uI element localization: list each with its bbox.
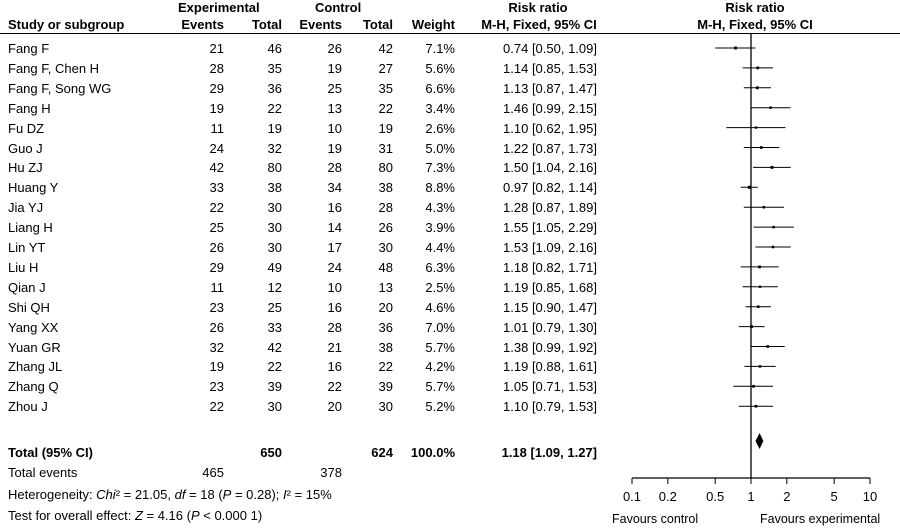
study-ci: 1.10 [0.62, 1.95] xyxy=(503,120,597,136)
exp-total: 39 xyxy=(267,379,282,395)
ctl-total: 13 xyxy=(378,279,393,295)
exp-total: 22 xyxy=(267,100,282,116)
study-name: Zhou J xyxy=(8,399,48,415)
study-ci: 1.46 [0.99, 2.15] xyxy=(503,100,597,116)
x-tick-label: 5 xyxy=(830,489,838,504)
ctl-total: 22 xyxy=(378,100,393,116)
study-name: Liang H xyxy=(8,220,53,236)
point-marker xyxy=(756,86,759,89)
total-ci: 1.18 [1.09, 1.27] xyxy=(501,445,597,460)
study-name: Zhang Q xyxy=(8,379,59,395)
study-name: Lin YT xyxy=(8,240,46,255)
weight-header: Weight xyxy=(411,17,455,32)
exp-total: 36 xyxy=(267,80,282,96)
exp-events: 26 xyxy=(209,240,224,255)
point-marker xyxy=(756,67,759,70)
ctl-total: 38 xyxy=(378,339,393,355)
study-weight: 5.6% xyxy=(425,60,455,76)
ctl-total: 80 xyxy=(378,160,393,176)
overall-effect-text: Test for overall effect: Z = 4.16 (P < 0.000 1) xyxy=(8,508,263,523)
ctl-events-header: Events xyxy=(299,17,342,32)
heterogeneity-text: Heterogeneity: Chi² = 21.05, df = 18 (P = 0.28); I² = 15% xyxy=(8,487,332,502)
point-marker xyxy=(734,47,737,50)
study-ci: 1.13 [0.87, 1.47] xyxy=(503,80,597,96)
exp-total: 46 xyxy=(267,41,282,56)
ctl-events: 13 xyxy=(327,100,342,116)
point-marker xyxy=(755,405,758,408)
study-weight: 4.3% xyxy=(425,200,455,216)
study-weight: 7.0% xyxy=(425,319,455,335)
ctl-events: 25 xyxy=(327,80,342,96)
exp-events-header: Events xyxy=(181,17,224,32)
exp-total: 80 xyxy=(267,160,282,176)
study-weight: 5.2% xyxy=(425,399,455,415)
exp-events: 26 xyxy=(209,319,224,335)
exp-events: 29 xyxy=(209,80,224,96)
study-weight: 7.1% xyxy=(425,41,455,56)
x-tick-label: 10 xyxy=(862,489,878,504)
point-marker xyxy=(772,226,774,228)
ctl-events: 16 xyxy=(327,200,342,216)
exp-events: 23 xyxy=(209,299,224,315)
point-marker xyxy=(758,266,761,269)
total-ctl-total: 624 xyxy=(371,445,393,460)
point-marker xyxy=(760,146,763,149)
study-name: Guo J xyxy=(8,140,43,156)
ctl-total: 20 xyxy=(378,299,393,315)
ctl-total: 19 xyxy=(378,120,393,136)
favours-experimental-label: Favours experimental xyxy=(760,512,881,526)
study-name: Fu DZ xyxy=(8,120,45,136)
ctl-events: 19 xyxy=(327,140,342,156)
x-tick-label: 0.2 xyxy=(658,489,677,504)
point-marker xyxy=(750,325,753,328)
study-weight: 4.4% xyxy=(425,240,455,255)
exp-total: 42 xyxy=(267,339,282,355)
study-weight: 6.3% xyxy=(425,259,455,275)
exp-events: 24 xyxy=(209,140,224,156)
study-weight: 5.0% xyxy=(425,140,455,156)
study-weight: 7.3% xyxy=(425,160,455,176)
study-weight: 3.4% xyxy=(425,100,455,116)
exp-events: 19 xyxy=(209,100,224,116)
ctl-events: 17 xyxy=(327,240,342,255)
ctl-events: 26 xyxy=(327,41,342,56)
experimental-group-header: Experimental xyxy=(178,0,260,15)
exp-events: 25 xyxy=(209,220,224,236)
x-tick-label: 1 xyxy=(747,489,755,504)
study-column-header: Study or subgroup xyxy=(8,17,125,32)
point-marker xyxy=(759,365,762,368)
exp-events: 11 xyxy=(210,120,224,136)
ctl-total-header: Total xyxy=(362,17,393,32)
point-marker xyxy=(748,186,751,189)
study-weight: 4.2% xyxy=(425,359,455,375)
study-name: Zhang JL xyxy=(8,359,63,375)
exp-events: 42 xyxy=(209,160,224,176)
study-weight: 8.8% xyxy=(425,180,455,196)
study-ci: 1.38 [0.99, 1.92] xyxy=(503,339,597,355)
study-name: Fang H xyxy=(8,100,51,116)
x-tick-label: 2 xyxy=(783,489,791,504)
control-group-header: Control xyxy=(315,0,362,15)
study-weight: 5.7% xyxy=(425,379,455,395)
exp-total: 33 xyxy=(267,319,282,335)
total-events-exp: 465 xyxy=(202,465,224,480)
point-marker xyxy=(752,385,755,388)
point-marker xyxy=(763,206,766,209)
ctl-events: 20 xyxy=(327,399,342,415)
exp-total: 30 xyxy=(267,399,282,415)
study-ci: 1.01 [0.79, 1.30] xyxy=(503,319,597,335)
exp-total: 12 xyxy=(267,279,282,295)
exp-events: 28 xyxy=(209,60,224,76)
ctl-total: 28 xyxy=(378,200,393,216)
exp-total: 30 xyxy=(267,240,282,255)
point-marker xyxy=(755,126,757,128)
plot-method-header: M-H, Fixed, 95% CI xyxy=(697,17,813,32)
exp-total: 25 xyxy=(267,299,282,315)
exp-total: 32 xyxy=(267,140,282,156)
study-name: Jia YJ xyxy=(8,200,44,216)
ctl-total: 30 xyxy=(378,240,393,255)
study-weight: 5.7% xyxy=(425,339,455,355)
ctl-total: 27 xyxy=(378,60,393,76)
ctl-total: 22 xyxy=(378,359,393,375)
exp-total: 35 xyxy=(267,60,282,76)
exp-total: 19 xyxy=(267,120,282,136)
study-name: Qian J xyxy=(8,279,46,295)
study-name: Yuan GR xyxy=(8,339,61,355)
point-marker xyxy=(771,166,774,169)
ctl-total: 35 xyxy=(378,80,393,96)
ctl-events: 24 xyxy=(327,259,342,275)
ctl-total: 31 xyxy=(378,140,393,156)
exp-total: 30 xyxy=(267,200,282,216)
study-name: Liu H xyxy=(8,259,39,275)
exp-total: 22 xyxy=(267,359,282,375)
point-marker xyxy=(759,286,761,288)
ctl-events: 19 xyxy=(327,60,342,76)
ctl-events: 34 xyxy=(327,180,342,196)
ctl-events: 21 xyxy=(327,339,342,355)
ctl-events: 22 xyxy=(327,379,342,395)
exp-events: 19 xyxy=(209,359,224,375)
study-weight: 6.6% xyxy=(425,80,455,96)
total-events-label: Total events xyxy=(8,465,78,480)
exp-events: 29 xyxy=(209,259,224,275)
x-tick-label: 0.5 xyxy=(706,489,725,504)
exp-total-header: Total xyxy=(251,17,282,32)
study-ci: 1.19 [0.85, 1.68] xyxy=(503,279,597,295)
study-name: Yang XX xyxy=(8,319,59,335)
ctl-total: 38 xyxy=(378,180,393,196)
study-weight: 2.6% xyxy=(425,120,455,136)
total-events-ctl: 378 xyxy=(320,465,342,480)
ctl-events: 16 xyxy=(327,359,342,375)
ctl-total: 26 xyxy=(378,220,393,236)
study-ci: 1.22 [0.87, 1.73] xyxy=(503,140,597,156)
total-label: Total (95% CI) xyxy=(8,445,93,460)
study-ci: 1.53 [1.09, 2.16] xyxy=(503,240,597,255)
favours-control-label: Favours control xyxy=(612,512,699,526)
study-ci: 1.28 [0.87, 1.89] xyxy=(503,200,597,216)
point-marker xyxy=(769,106,771,108)
exp-total: 49 xyxy=(267,259,282,275)
plot-title: Risk ratio xyxy=(725,0,785,15)
ctl-total: 30 xyxy=(378,399,393,415)
ctl-events: 16 xyxy=(327,299,342,315)
exp-events: 21 xyxy=(209,41,224,56)
study-ci: 1.50 [1.04, 2.16] xyxy=(503,160,597,176)
method-header: M-H, Fixed, 95% CI xyxy=(481,17,597,32)
ctl-events: 28 xyxy=(327,160,342,176)
summary-diamond xyxy=(755,433,763,449)
ctl-total: 42 xyxy=(378,41,393,56)
point-marker xyxy=(772,246,775,249)
exp-events: 23 xyxy=(209,379,224,395)
point-marker xyxy=(757,305,760,308)
study-ci: 1.14 [0.85, 1.53] xyxy=(503,60,597,76)
study-ci: 1.15 [0.90, 1.47] xyxy=(503,299,597,315)
x-tick-label: 0.1 xyxy=(622,489,642,504)
study-name: Fang F, Song WG xyxy=(8,80,112,96)
exp-events: 22 xyxy=(209,399,224,415)
study-ci: 1.18 [0.82, 1.71] xyxy=(503,259,597,275)
exp-total: 38 xyxy=(267,180,282,196)
study-name: Fang F xyxy=(8,41,50,56)
ctl-events: 10 xyxy=(327,120,342,136)
study-weight: 4.6% xyxy=(425,299,455,315)
point-marker xyxy=(766,345,769,348)
risk-ratio-header: Risk ratio xyxy=(508,0,568,15)
study-ci: 1.10 [0.79, 1.53] xyxy=(503,399,597,415)
study-weight: 3.9% xyxy=(425,220,455,236)
ctl-events: 10 xyxy=(327,279,342,295)
study-name: Shi QH xyxy=(8,299,50,315)
study-ci: 1.05 [0.71, 1.53] xyxy=(503,379,597,395)
total-exp-total: 650 xyxy=(260,445,282,460)
ctl-total: 39 xyxy=(378,379,393,395)
exp-events: 33 xyxy=(209,180,224,196)
exp-total: 30 xyxy=(267,220,282,236)
ctl-total: 48 xyxy=(378,259,393,275)
study-ci: 0.97 [0.82, 1.14] xyxy=(503,180,597,196)
study-name: Huang Y xyxy=(8,180,59,196)
ctl-events: 14 xyxy=(327,220,342,236)
study-name: Hu ZJ xyxy=(8,160,43,176)
exp-events: 32 xyxy=(209,339,224,355)
exp-events: 22 xyxy=(209,200,224,216)
ctl-total: 36 xyxy=(378,319,393,335)
study-name: Fang F, Chen H xyxy=(8,60,100,76)
study-ci: 1.19 [0.88, 1.61] xyxy=(503,359,597,375)
study-weight: 2.5% xyxy=(425,279,455,295)
ctl-events: 28 xyxy=(327,319,342,335)
exp-events: 11 xyxy=(210,279,224,295)
total-weight: 100.0% xyxy=(410,445,455,460)
study-ci: 1.55 [1.05, 2.29] xyxy=(503,220,597,236)
study-ci: 0.74 [0.50, 1.09] xyxy=(503,41,597,56)
